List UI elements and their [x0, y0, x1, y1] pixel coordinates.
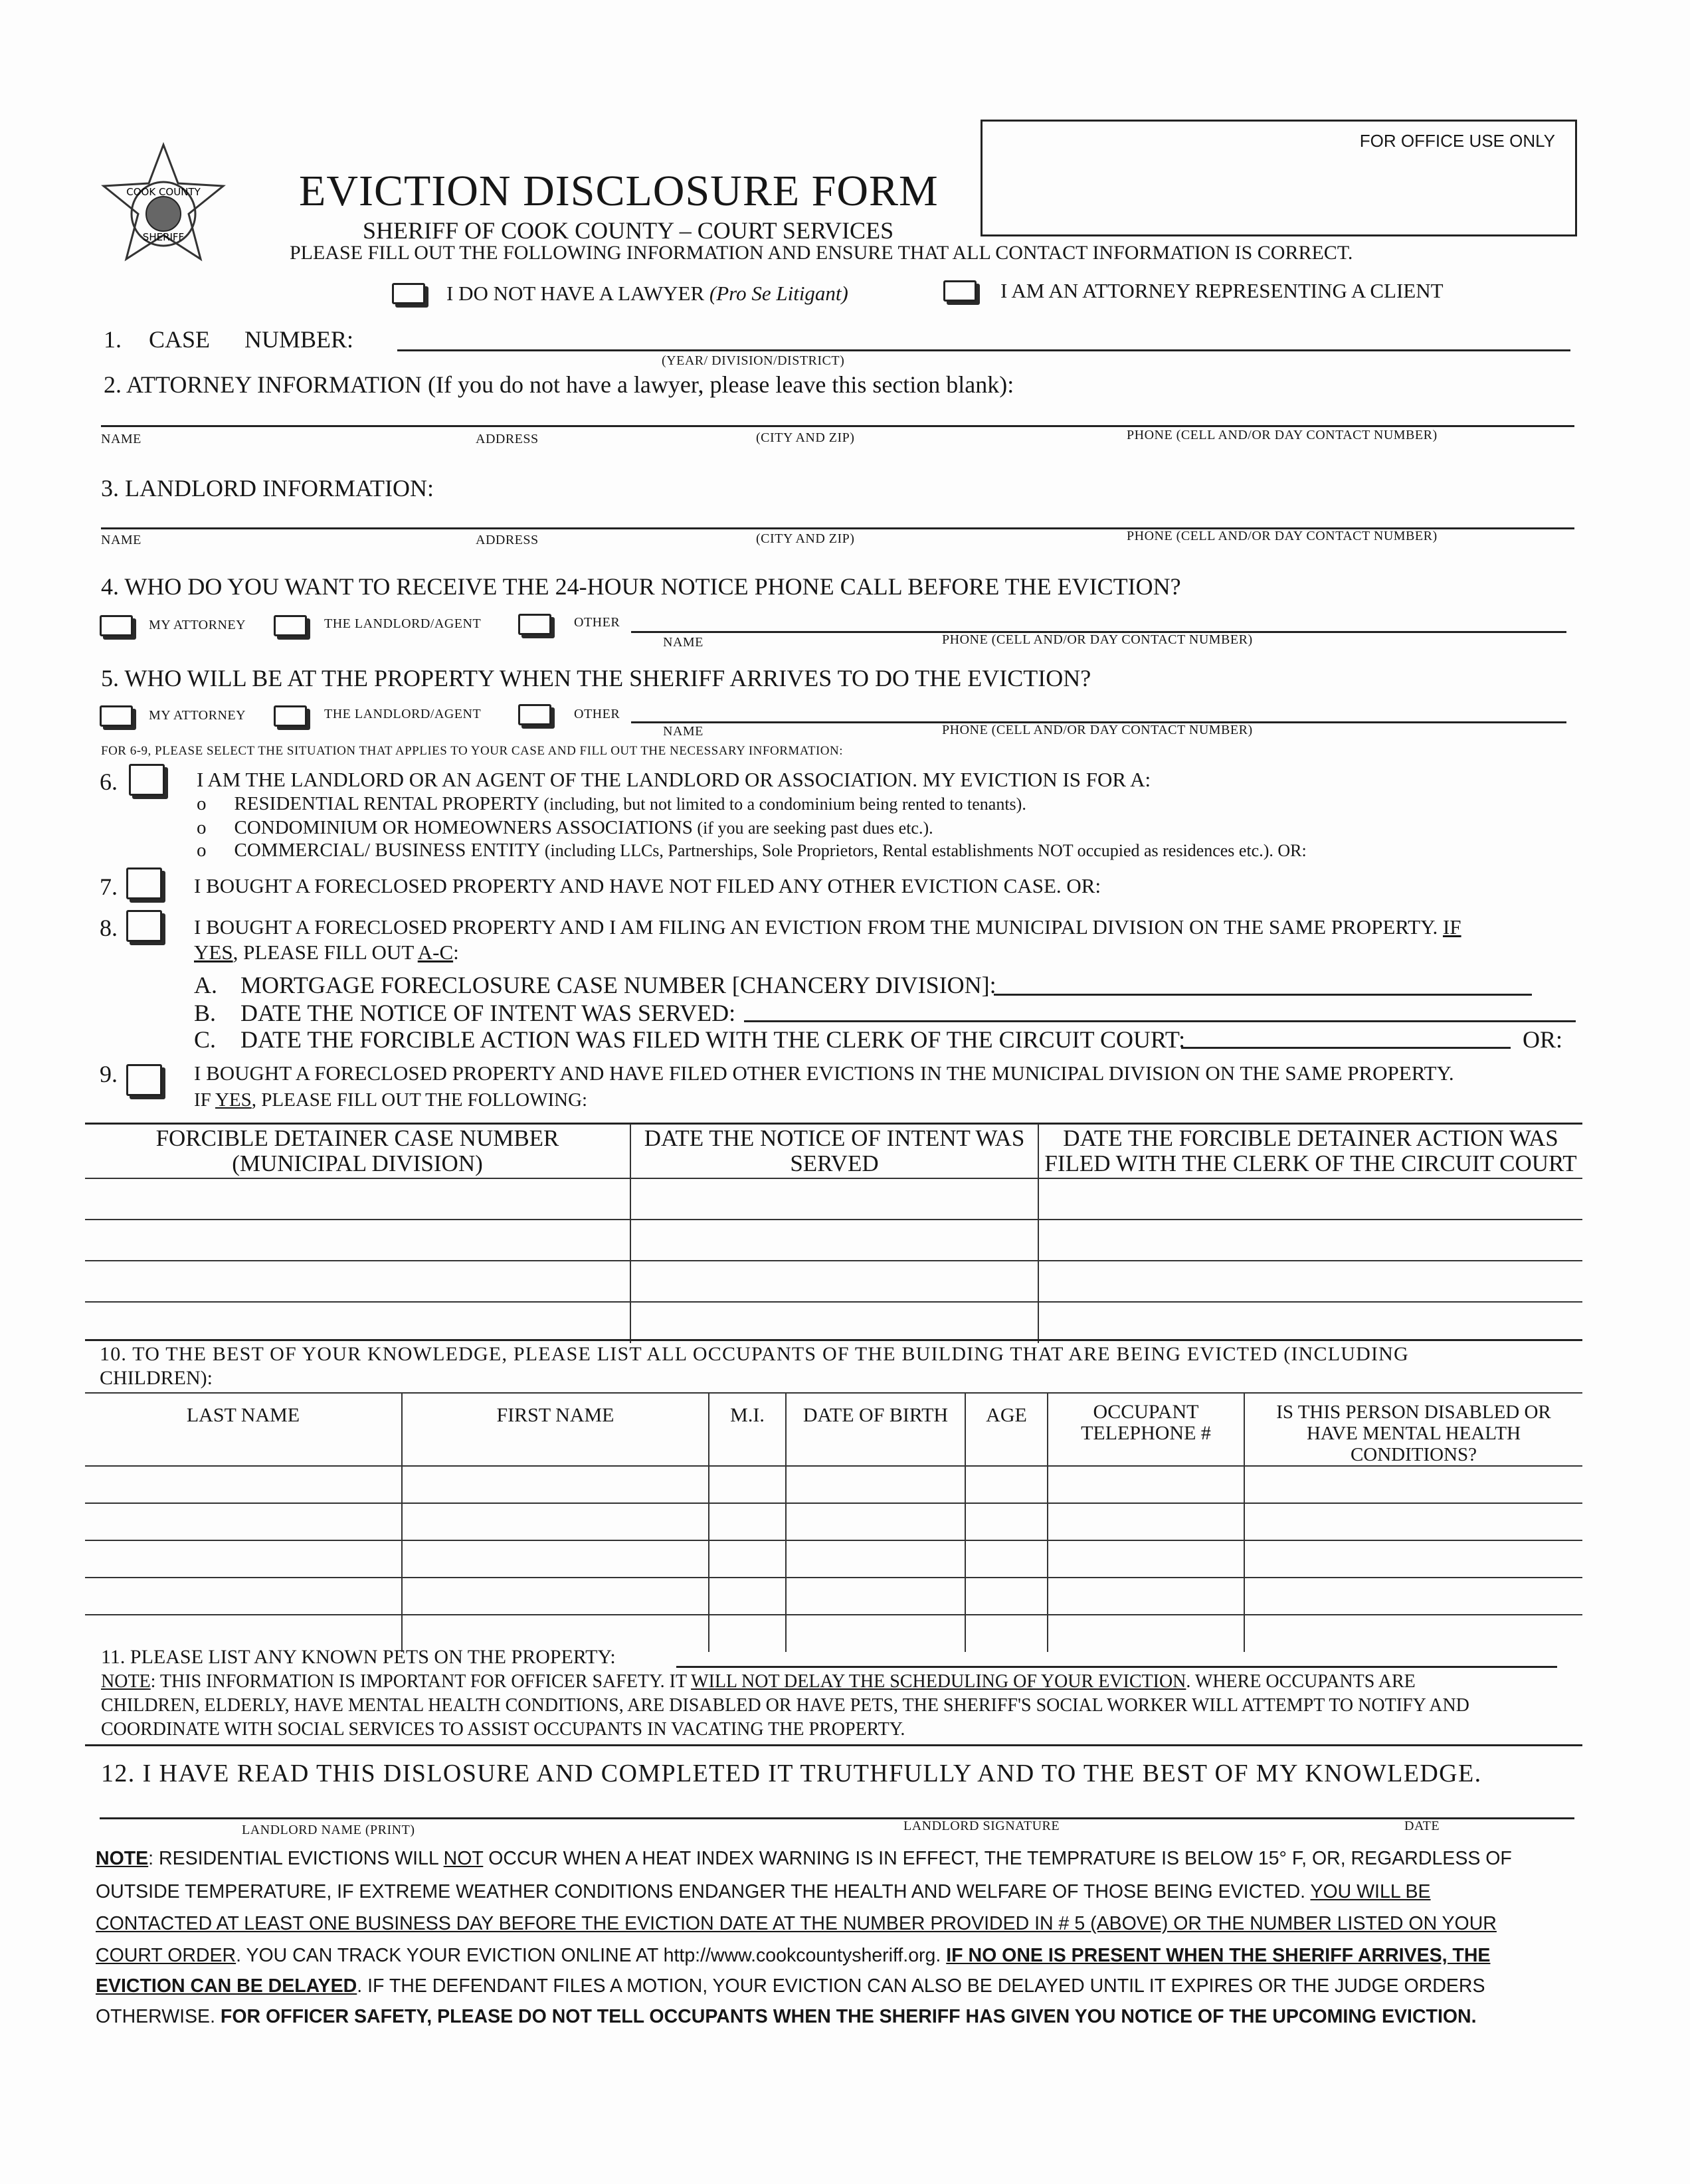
table10-age-header: AGE [965, 1393, 1048, 1466]
s11-note-line1: NOTE: THIS INFORMATION IS IMPORTANT FOR OFFICER SAFETY. IT WILL NOT DELAY THE SCHEDULING OF YOUR EVICTION. WHERE OCCUPANTS ARE [101, 1671, 1416, 1692]
s3-address-cap: ADDRESS [476, 533, 539, 547]
table10-dob-header: DATE OF BIRTH [786, 1393, 965, 1466]
s2-city-cap: (CITY AND ZIP) [756, 430, 855, 445]
s5-other-label: OTHER [574, 707, 620, 721]
table9-col1-header: FORCIBLE DETAINER CASE NUMBER (MUNICIPAL DIVISION) [85, 1124, 630, 1178]
s11-note-line3: COORDINATE WITH SOCIAL SERVICES TO ASSIST OCCUPANTS IN VACATING THE PROPERTY. [101, 1719, 905, 1740]
s4-name-cap: NAME [663, 635, 704, 650]
attorney-label: I AM AN ATTORNEY REPRESENTING A CLIENT [1000, 279, 1444, 302]
s8-a-label: MORTGAGE FORECLOSURE CASE NUMBER [CHANCERY DIVISION]: [240, 972, 996, 998]
pro-se-note: (Pro Se Litigant) [709, 282, 848, 305]
case-number-caption: (YEAR/ DIVISION/DISTRICT) [662, 353, 845, 368]
s4-attorney-checkbox[interactable] [100, 615, 133, 636]
s2-heading: 2. ATTORNEY INFORMATION (If you do not have a lawyer, please leave this section blank): [104, 371, 1014, 398]
form-instruction: PLEASE FILL OUT THE FOLLOWING INFORMATION AND ENSURE THAT ALL CONTACT INFORMATION IS CORRECT. [290, 242, 1353, 264]
s6-option-commercial: o COMMERCIAL/ BUSINESS ENTITY (including LLCs, Partnerships, Sole Proprietors, Rental establishments NOT occupied as residences etc.). OR: [197, 840, 1307, 861]
s8-num: 8. [100, 915, 118, 941]
table-row[interactable] [85, 1261, 1582, 1302]
situation-note: FOR 6-9, PLEASE SELECT THE SITUATION THAT APPLIES TO YOUR CASE AND FILL OUT THE NECESSARY INFORMATION: [101, 744, 844, 758]
attorney-checkbox[interactable] [943, 280, 977, 302]
s6-option-residential: o RESIDENTIAL RENTAL PROPERTY (including, but not limited to a condominium being rented to tenants). [197, 793, 1026, 814]
s2-name-cap: NAME [101, 432, 141, 446]
signature-line[interactable] [100, 1817, 1574, 1819]
landlord-name-cap: LANDLORD NAME (PRINT) [242, 1823, 415, 1837]
s5-other-checkbox[interactable] [518, 704, 551, 725]
table9-col3-header: DATE THE FORCIBLE DETAINER ACTION WAS FILED WITH THE CLERK OF THE CIRCUIT COURT [1038, 1124, 1582, 1178]
s8-c-label: DATE THE FORCIBLE ACTION WAS FILED WITH THE CLERK OF THE CIRCUIT COURT: [240, 1026, 1186, 1053]
no-lawyer-checkbox[interactable] [392, 283, 425, 304]
pets-field[interactable] [676, 1666, 1557, 1668]
s5-heading: 5. WHO WILL BE AT THE PROPERTY WHEN THE SHERIFF ARRIVES TO DO THE EVICTION? [101, 665, 1091, 691]
s4-other-checkbox[interactable] [518, 614, 551, 635]
table-row[interactable] [85, 1178, 1582, 1220]
s3-city-cap: (CITY AND ZIP) [756, 531, 855, 546]
landlord-signature-cap: LANDLORD SIGNATURE [903, 1819, 1060, 1833]
table-row[interactable] [85, 1540, 1582, 1578]
final-note-line1: NOTE: RESIDENTIAL EVICTIONS WILL NOT OCCUR WHEN A HEAT INDEX WARNING IS IN EFFECT, THE TEMPRATURE IS BELOW 15° F, OR, REGARDLESS OF [96, 1848, 1512, 1869]
date-cap: DATE [1404, 1819, 1440, 1833]
s8-checkbox[interactable] [126, 910, 162, 942]
s4-landlord-label: THE LANDLORD/AGENT [324, 616, 482, 631]
s6-option-condo: o CONDOMINIUM OR HOMEOWNERS ASSOCIATIONS (if you are seeking past dues etc.). [197, 817, 933, 838]
table-row[interactable] [85, 1466, 1582, 1503]
s8-or: OR: [1523, 1026, 1563, 1053]
s2-address-cap: ADDRESS [476, 432, 539, 446]
s4-other-label: OTHER [574, 615, 620, 630]
s1-num: 1. [104, 326, 122, 353]
s8-fill-note: YES, PLEASE FILL OUT A-C: [194, 941, 459, 964]
s5-attorney-checkbox[interactable] [100, 705, 133, 727]
s5-landlord-checkbox[interactable] [274, 705, 307, 727]
s1-case: CASE [149, 326, 211, 353]
s5-phone-cap: PHONE (CELL AND/OR DAY CONTACT NUMBER) [942, 723, 1253, 737]
final-note-line5: EVICTION CAN BE DELAYED. IF THE DEFENDANT FILES A MOTION, YOUR EVICTION CAN ALSO BE DELAYED UNTIL IT EXPIRES OR THE JUDGE ORDERS [96, 1975, 1485, 1997]
table-row[interactable] [85, 1578, 1582, 1615]
s11-title: 11. PLEASE LIST ANY KNOWN PETS ON THE PROPERTY: [101, 1646, 616, 1668]
final-note-line3: CONTACTED AT LEAST ONE BUSINESS DAY BEFORE THE EVICTION DATE AT THE NUMBER PROVIDED IN # 5 (ABOVE) OR THE NUMBER LISTED ON YOUR [96, 1913, 1497, 1934]
s8-b-letter: B. [194, 1000, 217, 1026]
seal-top-text: COOK COUNTY [126, 186, 201, 198]
s6-checkbox[interactable] [129, 764, 165, 796]
s11-bottom-rule [85, 1744, 1582, 1746]
s4-phone-cap: PHONE (CELL AND/OR DAY CONTACT NUMBER) [942, 632, 1253, 647]
s6-num: 6. [100, 769, 118, 795]
form-subtitle: SHERIFF OF COOK COUNTY – COURT SERVICES [363, 217, 894, 244]
no-lawyer-label: I DO NOT HAVE A LAWYER (Pro Se Litigant) [446, 282, 848, 305]
s12-title: 12. I HAVE READ THIS DISLOSURE AND COMPLETED IT TRUTHFULLY AND TO THE BEST OF MY KNOWLEDGE. [101, 1760, 1482, 1787]
s8-c-letter: C. [194, 1026, 217, 1053]
s8-text: I BOUGHT A FORECLOSED PROPERTY AND I AM FILING AN EVICTION FROM THE MUNICIPAL DIVISION ON THE SAME PROPERTY. IF [194, 915, 1461, 939]
table-row[interactable] [85, 1220, 1582, 1261]
s2-phone-cap: PHONE (CELL AND/OR DAY CONTACT NUMBER) [1127, 428, 1438, 442]
s5-attorney-label: MY ATTORNEY [149, 708, 246, 723]
final-note-line2: OUTSIDE TEMPERATURE, IF EXTREME WEATHER CONDITIONS ENDANGER THE HEALTH AND WELFARE OF THOSE BEING EVICTED. YOU WILL BE [96, 1881, 1431, 1902]
s6-text: I AM THE LANDLORD OR AN AGENT OF THE LANDLORD OR ASSOCIATION. MY EVICTION IS FOR A: [197, 768, 1151, 791]
s5-name-cap: NAME [663, 724, 704, 739]
sheriff-star-seal [90, 139, 236, 286]
s8-a-letter: A. [194, 972, 217, 998]
table-row[interactable] [85, 1503, 1582, 1540]
office-use-label: FOR OFFICE USE ONLY [1359, 131, 1555, 151]
table10-tel-header: OCCUPANT TELEPHONE # [1048, 1393, 1244, 1466]
final-note-line4: COURT ORDER. YOU CAN TRACK YOUR EVICTION ONLINE AT http://www.cookcountysheriff.org. IF NO ONE IS PRESENT WHEN THE SHERIFF ARRIVES, THE [96, 1945, 1491, 1966]
s1-number: NUMBER: [244, 326, 354, 353]
s5-landlord-label: THE LANDLORD/AGENT [324, 707, 482, 721]
case-number-field[interactable] [397, 349, 1570, 351]
office-use-box[interactable] [981, 120, 1577, 236]
s10-line2: CHILDREN): [100, 1367, 213, 1389]
table10-disabled-header: IS THIS PERSON DISABLED OR HAVE MENTAL HEALTH CONDITIONS? [1244, 1393, 1582, 1466]
table9 [85, 1124, 1582, 1343]
table10-first-header: FIRST NAME [402, 1393, 709, 1466]
s4-attorney-label: MY ATTORNEY [149, 618, 246, 632]
s10-top-rule [85, 1339, 1582, 1341]
s7-num: 7. [100, 873, 118, 900]
s3-name-cap: NAME [101, 533, 141, 547]
s4-landlord-checkbox[interactable] [274, 615, 307, 636]
form-title: EVICTION DISCLOSURE FORM [299, 167, 939, 215]
s9-num: 9. [100, 1061, 118, 1087]
table10-mi-header: M.I. [709, 1393, 786, 1466]
s9-fill-note: IF YES, PLEASE FILL OUT THE FOLLOWING: [194, 1089, 588, 1111]
s4-heading: 4. WHO DO YOU WANT TO RECEIVE THE 24-HOUR NOTICE PHONE CALL BEFORE THE EVICTION? [101, 573, 1181, 600]
s7-text: I BOUGHT A FORECLOSED PROPERTY AND HAVE NOT FILED ANY OTHER EVICTION CASE. OR: [194, 874, 1101, 897]
s9-checkbox[interactable] [126, 1064, 162, 1096]
forcible-action-field[interactable] [1181, 1047, 1511, 1049]
s11-note-line2: CHILDREN, ELDERLY, HAVE MENTAL HEALTH CONDITIONS, ARE DISABLED OR HAVE PETS, THE SHERIFF'S SOCIAL WORKER WILL ATTEMPT TO NOTIFY AND [101, 1695, 1469, 1716]
notice-served-field[interactable] [744, 1020, 1576, 1022]
s3-phone-cap: PHONE (CELL AND/OR DAY CONTACT NUMBER) [1127, 529, 1438, 543]
s10-line1: 10. TO THE BEST OF YOUR KNOWLEDGE, PLEASE LIST ALL OCCUPANTS OF THE BUILDING THAT ARE BEING EVICTED (INCLUDING [100, 1343, 1409, 1365]
table-row[interactable] [85, 1302, 1582, 1343]
s3-heading: 3. LANDLORD INFORMATION: [101, 475, 434, 501]
table10-last-header: LAST NAME [85, 1393, 402, 1466]
final-note-line6: OTHERWISE. FOR OFFICER SAFETY, PLEASE DO NOT TELL OCCUPANTS WHEN THE SHERIFF HAS GIVEN YOU NOTICE OF THE UPCOMING EVICTION. [96, 2006, 1477, 2027]
table9-col2-header: DATE THE NOTICE OF INTENT WAS SERVED [630, 1124, 1038, 1178]
mortgage-case-field[interactable] [994, 994, 1532, 996]
s8-b-label: DATE THE NOTICE OF INTENT WAS SERVED: [240, 1000, 736, 1026]
table10 [85, 1392, 1582, 1652]
attorney-info-field[interactable] [101, 425, 1574, 427]
seal-bottom-text: SHERIFF [142, 231, 185, 243]
s9-text: I BOUGHT A FORECLOSED PROPERTY AND HAVE FILED OTHER EVICTIONS IN THE MUNICIPAL DIVISION ON THE SAME PROPERTY. [194, 1061, 1454, 1085]
s7-checkbox[interactable] [126, 867, 162, 899]
